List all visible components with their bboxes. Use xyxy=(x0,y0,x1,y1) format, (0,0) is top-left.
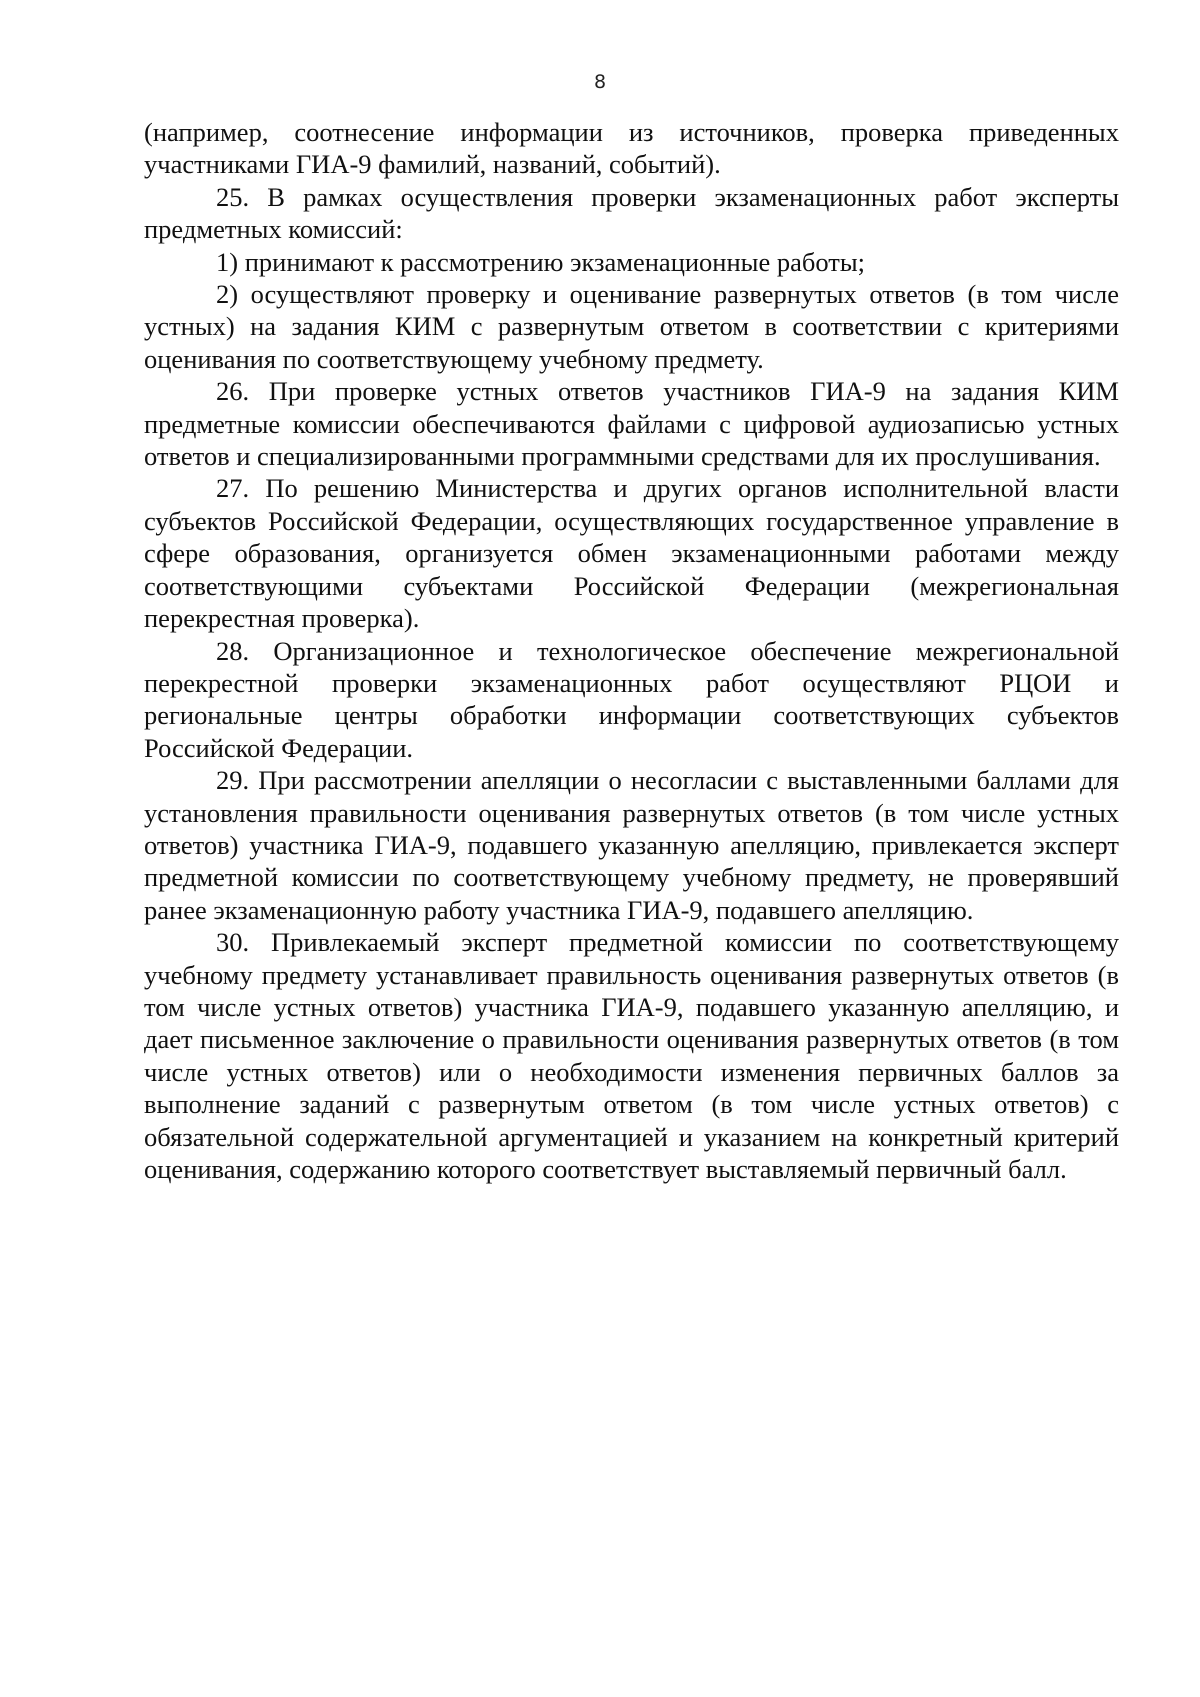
paragraph-29: 29. При рассмотрении апелляции о несогласии с выставленными баллами для установления правильности оценивания развернутых ответов (в том числе устных ответов) участника ГИА-9, подавшего указанную апелляцию, привлекается эксперт предметной комиссии по соответствующему учебному предмету, не проверявший ранее экзаменационную работу участника ГИА-9, подавшего апелляцию. xyxy=(144,765,1119,925)
document-body xyxy=(144,116,1119,1185)
paragraph-25-item-2: 2) осуществляют проверку и оценивание развернутых ответов (в том числе устных) на задания КИМ с развернутым ответом в соответствии с критериями оценивания по соответствующему учебному предмету. xyxy=(144,279,1119,374)
paragraph-27: 27. По решению Министерства и других органов исполнительной власти субъектов Российской Федерации, осуществляющих государственное управление в сфере образования, организуется обмен экзаменационными работами между соответствующими субъектами Российской Федерации (межрегиональная перекрестная проверка). xyxy=(144,473,1119,634)
paragraph-continuation: (например, соотнесение информации из источников, проверка приведенных участниками ГИА-9 фамилий, названий, событий). xyxy=(144,117,1119,180)
paragraph-26: 26. При проверке устных ответов участников ГИА-9 на задания КИМ предметные комиссии обеспечиваются файлами с цифровой аудиозаписью устных ответов и специализированными программными средствами для их прослушивания. xyxy=(144,376,1119,472)
paragraph-25: 25. В рамках осуществления проверки экзаменационных работ эксперты предметных комиссий: xyxy=(144,181,1119,245)
paragraph-30: 30. Привлекаемый эксперт предметной комиссии по соответствующему учебному предмету устанавливает правильность оценивания развернутых ответов (в том числе устных ответов) участника ГИА-9, подавшего указанную апелляцию, и дает письменное заключение о правильности оценивания развернутых ответов (в том числе устных ответов) или о необходимости изменения первичных баллов за выполнение заданий с развернутым ответом (в том числе устных ответов) с обязательной содержательной аргументацией и указанием на конкретный критерий оценивания, содержанию которого соответствует выставляемый первичный балл. xyxy=(144,927,1119,1184)
paragraph-28: 28. Организационное и технологическое обеспечение межрегиональной перекрестной проверки экзаменационных работ осуществляют РЦОИ и региональные центры обработки информации соответствующих субъектов Российской Федерации. xyxy=(144,635,1119,763)
page-number: 8 xyxy=(593,71,607,93)
paragraph-25-item-1: 1) принимают к рассмотрению экзаменационные работы; xyxy=(216,246,866,277)
